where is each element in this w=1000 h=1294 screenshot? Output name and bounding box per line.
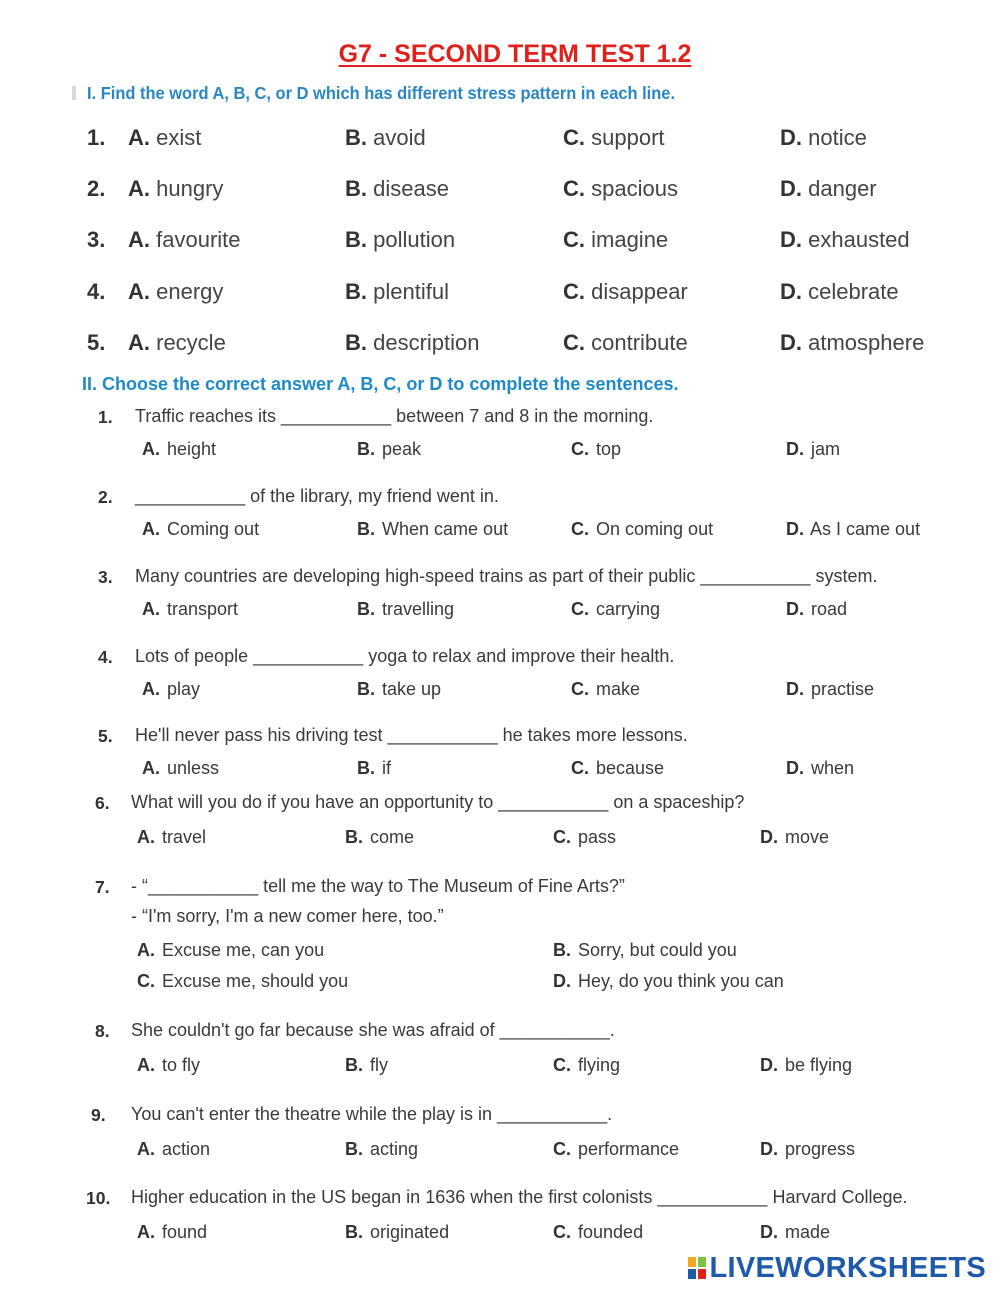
question-number: 1. [98, 407, 113, 427]
answer-option-a[interactable]: A. Excuse me, can you [137, 940, 325, 960]
part1-question-number: 5. [87, 330, 106, 355]
question-number: 6. [95, 793, 110, 813]
part1-option-b[interactable]: B. disease [345, 176, 449, 201]
answer-option-b[interactable]: B. take up [357, 679, 442, 699]
part1-option-d[interactable]: D. celebrate [780, 279, 899, 304]
answer-option-a[interactable]: A. to fly [137, 1055, 201, 1075]
answer-option-d[interactable]: D. jam [786, 439, 841, 459]
answer-option-c[interactable]: C. flying [553, 1055, 621, 1075]
answer-option-b[interactable]: B. acting [345, 1139, 419, 1159]
question-number: 7. [95, 877, 110, 897]
answer-option-a[interactable]: A. found [137, 1222, 208, 1242]
answer-option-d[interactable]: D. be flying [760, 1055, 853, 1075]
answer-option-c[interactable]: C. Excuse me, should you [137, 971, 349, 991]
part1-option-a[interactable]: A. favourite [128, 227, 241, 252]
answer-option-b[interactable]: B. originated [345, 1222, 450, 1242]
answer-option-c[interactable]: C. founded [553, 1222, 644, 1242]
part1-option-a[interactable]: A. recycle [128, 330, 226, 355]
liveworksheets-logo [688, 1252, 987, 1285]
question-text: Traffic reaches its ___________ between 7 and 8 in the morning. [135, 406, 654, 426]
part1-question-number: 1. [87, 125, 106, 150]
part1-question-number: 2. [87, 176, 106, 201]
answer-option-a[interactable]: A. play [142, 679, 201, 699]
question-text: ___________ of the library, my friend went in. [135, 486, 499, 506]
answer-option-d[interactable]: D. move [760, 827, 830, 847]
answer-option-d[interactable]: D. made [760, 1222, 831, 1242]
question-number: 5. [98, 726, 113, 746]
answer-option-d[interactable]: D. progress [760, 1139, 856, 1159]
logo-text: LIVEWORKSHEETS [709, 1252, 986, 1284]
answer-option-a[interactable]: A. Coming out [142, 519, 260, 539]
question-text: Higher education in the US began in 1636 when the first colonists ___________ Harvard College. [131, 1187, 908, 1207]
answer-option-c[interactable]: C. performance [553, 1139, 680, 1159]
part1-option-c[interactable]: C. contribute [563, 330, 688, 355]
answer-option-a[interactable]: A. action [137, 1139, 211, 1159]
answer-option-a[interactable]: A. transport [142, 599, 239, 619]
question-number: 8. [95, 1021, 110, 1041]
answer-option-a[interactable]: A. unless [142, 758, 220, 778]
question-text: You can't enter the theatre while the play is in ___________. [131, 1104, 613, 1124]
answer-option-c[interactable]: C. carrying [571, 599, 661, 619]
part1-option-b[interactable]: B. description [345, 330, 480, 355]
answer-option-c[interactable]: C. top [571, 439, 622, 459]
part1-question-number: 4. [87, 279, 106, 304]
question-number: 10. [86, 1188, 111, 1208]
answer-option-b[interactable]: B. travelling [357, 599, 455, 619]
question-text: - “___________ tell me the way to The Museum of Fine Arts?” [131, 876, 625, 896]
part1-option-d[interactable]: D. danger [780, 176, 877, 201]
answer-option-d[interactable]: D. road [786, 599, 848, 619]
question-number: 2. [98, 487, 113, 507]
answer-option-a[interactable]: A. travel [137, 827, 207, 847]
left-margin-mark [72, 86, 76, 100]
answer-option-b[interactable]: B. come [345, 827, 415, 847]
part1-option-c[interactable]: C. imagine [563, 227, 669, 252]
answer-option-b[interactable]: B. peak [357, 439, 422, 459]
answer-option-b[interactable]: B. When came out [357, 519, 509, 539]
part1-option-d[interactable]: D. atmosphere [780, 330, 925, 355]
answer-option-c[interactable]: C. On coming out [571, 519, 714, 539]
answer-option-b[interactable]: B. if [357, 758, 392, 778]
answer-option-b[interactable]: B. Sorry, but could you [553, 940, 737, 960]
part1-option-b[interactable]: B. pollution [345, 227, 456, 252]
part1-option-b[interactable]: B. plentiful [345, 279, 449, 304]
part2-heading: II. Choose the correct answer A, B, C, or D to complete the sentences. [82, 374, 679, 394]
question-text: She couldn't go far because she was afraid of ___________. [131, 1020, 615, 1040]
part1-option-b[interactable]: B. avoid [345, 125, 426, 150]
part1-option-d[interactable]: D. exhausted [780, 227, 910, 252]
answer-option-c[interactable]: C. pass [553, 827, 617, 847]
question-number: 4. [98, 647, 113, 667]
question-text: Lots of people ___________ yoga to relax and improve their health. [135, 646, 675, 666]
part1-option-a[interactable]: A. exist [128, 125, 202, 150]
part1-heading: I. Find the word A, B, C, or D which has different stress pattern in each line. [87, 83, 676, 103]
answer-option-c[interactable]: C. make [571, 679, 641, 699]
question-number: 9. [91, 1105, 106, 1125]
part1-option-d[interactable]: D. notice [780, 125, 867, 150]
answer-option-d[interactable]: D. Hey, do you think you can [553, 971, 784, 991]
part1-option-a[interactable]: A. hungry [128, 176, 224, 201]
part1-question-number: 3. [87, 227, 106, 252]
question-text: He'll never pass his driving test ___________ he takes more lessons. [135, 725, 688, 745]
page-title: G7 - SECOND TERM TEST 1.2 [338, 40, 692, 68]
question-text: What will you do if you have an opportunity to ___________ on a spaceship? [131, 792, 745, 812]
answer-option-d[interactable]: D. practise [786, 679, 875, 699]
answer-option-c[interactable]: C. because [571, 758, 665, 778]
answer-option-a[interactable]: A. height [142, 439, 217, 459]
part1-option-c[interactable]: C. support [563, 125, 665, 150]
logo-icon [688, 1257, 706, 1279]
answer-option-d[interactable]: D. As I came out [786, 519, 921, 539]
question-text: Many countries are developing high-speed trains as part of their public ___________ system. [135, 566, 878, 586]
answer-option-b[interactable]: B. fly [345, 1055, 389, 1075]
part1-option-c[interactable]: C. disappear [563, 279, 688, 304]
question-number: 3. [98, 567, 113, 587]
part1-option-a[interactable]: A. energy [128, 279, 224, 304]
part1-option-c[interactable]: C. spacious [563, 176, 678, 201]
question-text-line2: - “I'm sorry, I'm a new comer here, too.” [131, 906, 444, 926]
answer-option-d[interactable]: D. when [786, 758, 855, 778]
